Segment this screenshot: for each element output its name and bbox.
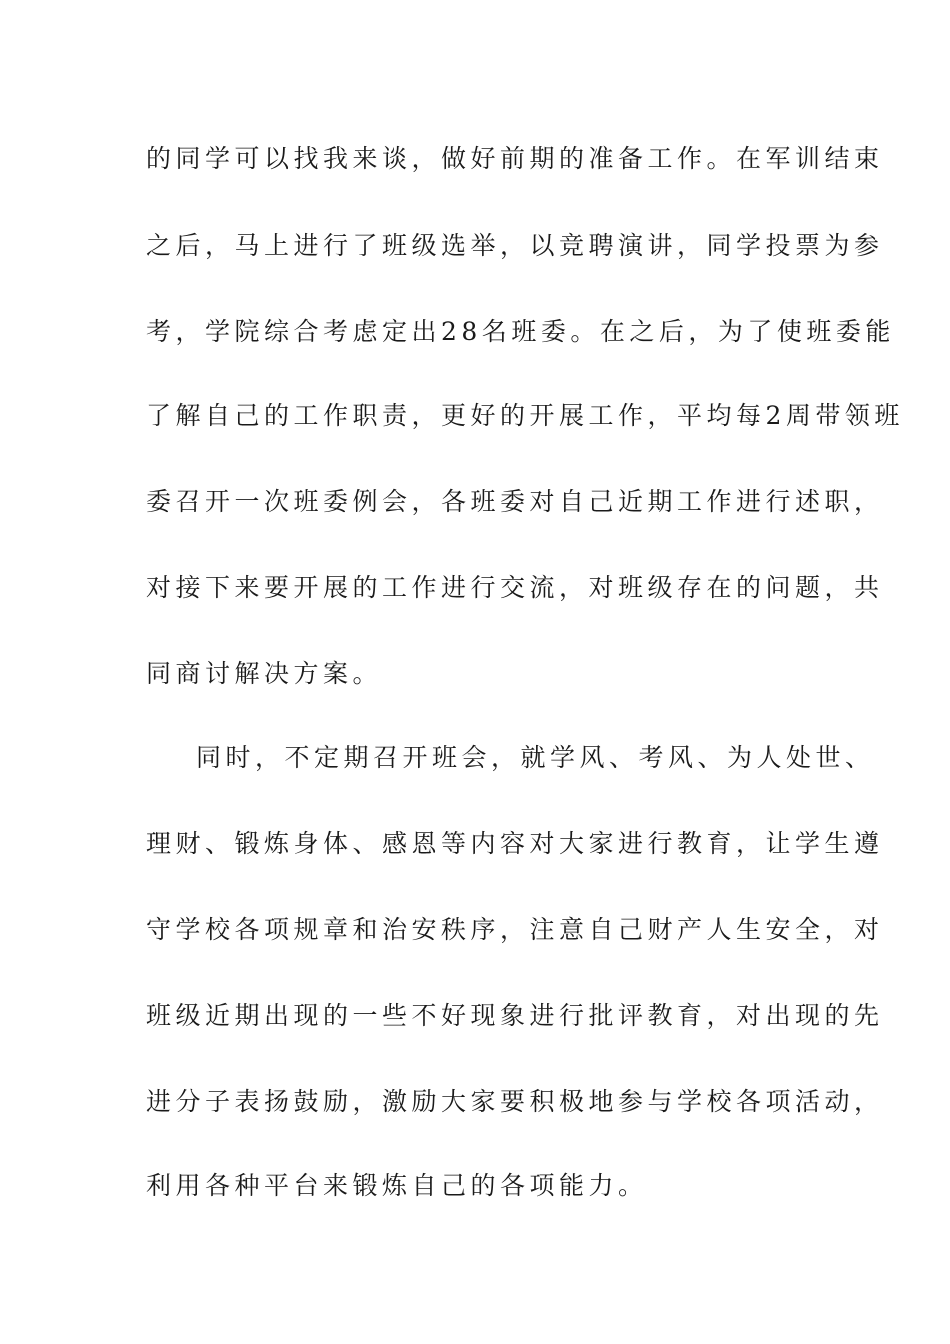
text-line: 守学校各项规章和治安秩序，注意自己财产人生安全，对 bbox=[146, 915, 884, 944]
text-line: 同时，不定期召开班会，就学风、考风、为人处世、 bbox=[196, 743, 875, 772]
text-line: 委召开一次班委例会，各班委对自己近期工作进行述职， bbox=[146, 487, 884, 516]
text-line: 进分子表扬鼓励，激励大家要积极地参与学校各项活动， bbox=[146, 1087, 884, 1116]
text-line: 利用各种平台来锻炼自己的各项能力。 bbox=[146, 1171, 648, 1200]
text-line: 的同学可以找我来谈，做好前期的准备工作。在军训结束 bbox=[146, 144, 884, 173]
text-line: 同商讨解决方案。 bbox=[146, 659, 383, 688]
text-line: 理财、锻炼身体、感恩等内容对大家进行教育，让学生遵 bbox=[146, 829, 884, 858]
text-line: 班级近期出现的一些不好现象进行批评教育，对出现的先 bbox=[146, 1001, 884, 1030]
text-line: 了解自己的工作职责，更好的开展工作，平均每2周带领班 bbox=[146, 401, 904, 430]
text-line: 考，学院综合考虑定出28名班委。在之后，为了使班委能 bbox=[146, 317, 895, 346]
text-line: 对接下来要开展的工作进行交流，对班级存在的问题，共 bbox=[146, 573, 884, 602]
text-line: 之后，马上进行了班级选举，以竞聘演讲，同学投票为参 bbox=[146, 231, 884, 260]
